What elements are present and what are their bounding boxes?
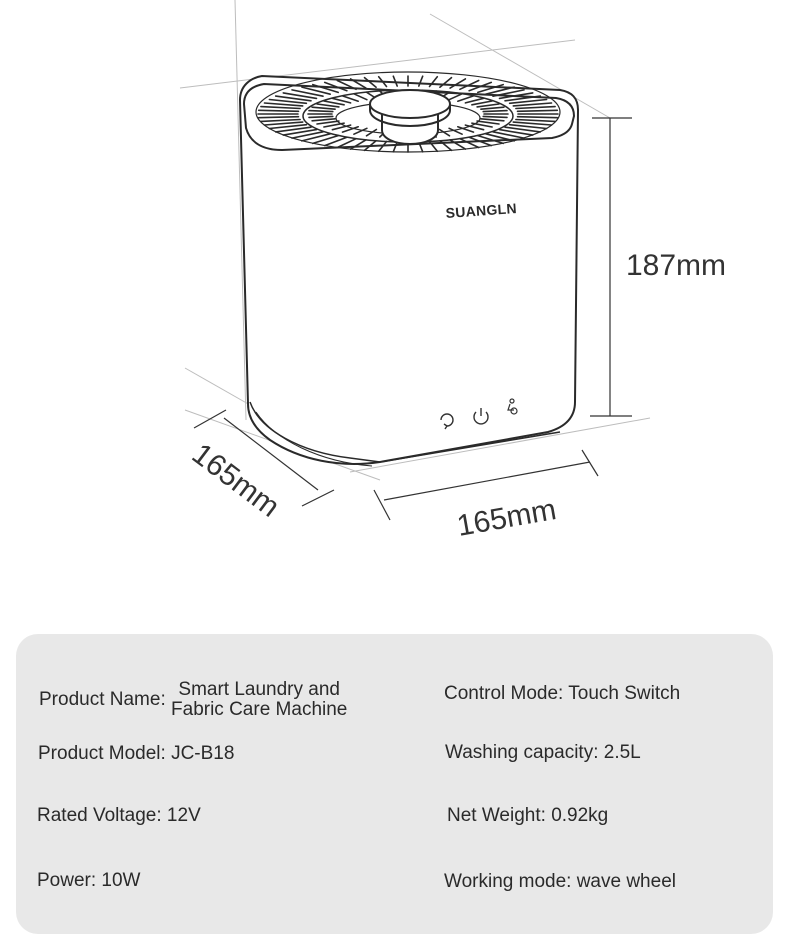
product-name-line1: Smart Laundry and — [178, 679, 340, 700]
grille-slat — [483, 111, 507, 112]
height-label: 187mm — [626, 249, 727, 282]
spec-net-weight: Net Weight: 0.92kg — [447, 805, 609, 826]
spec-power: Power: 10W — [37, 870, 141, 891]
grille-slat — [483, 116, 507, 117]
spec-product-model: Product Model: JC-B18 — [38, 743, 235, 764]
spec-washing-capacity: Washing capacity: 2.5L — [445, 742, 641, 763]
brand-logo: SUANGLN — [445, 200, 518, 221]
spec-control-mode: Control Mode: Touch Switch — [444, 683, 681, 704]
product-name-line2: Fabric Care Machine — [171, 699, 348, 720]
width-label: 165mm — [454, 493, 559, 543]
grille-slat — [309, 116, 333, 117]
spec-product-name — [39, 680, 347, 720]
grille-slat — [518, 110, 558, 111]
product-name-label: Product Name: — [39, 689, 166, 710]
spec-working-mode: Working mode: wave wheel — [444, 871, 676, 892]
specifications-panel — [16, 634, 773, 934]
grille-slat — [259, 117, 299, 118]
grille-slat — [309, 111, 333, 112]
grille-slat — [518, 117, 558, 118]
grille-slat — [259, 110, 299, 111]
depth-label: 165mm — [185, 437, 286, 524]
product-name-value — [171, 680, 347, 720]
spec-rated-voltage: Rated Voltage: 12V — [37, 805, 201, 826]
